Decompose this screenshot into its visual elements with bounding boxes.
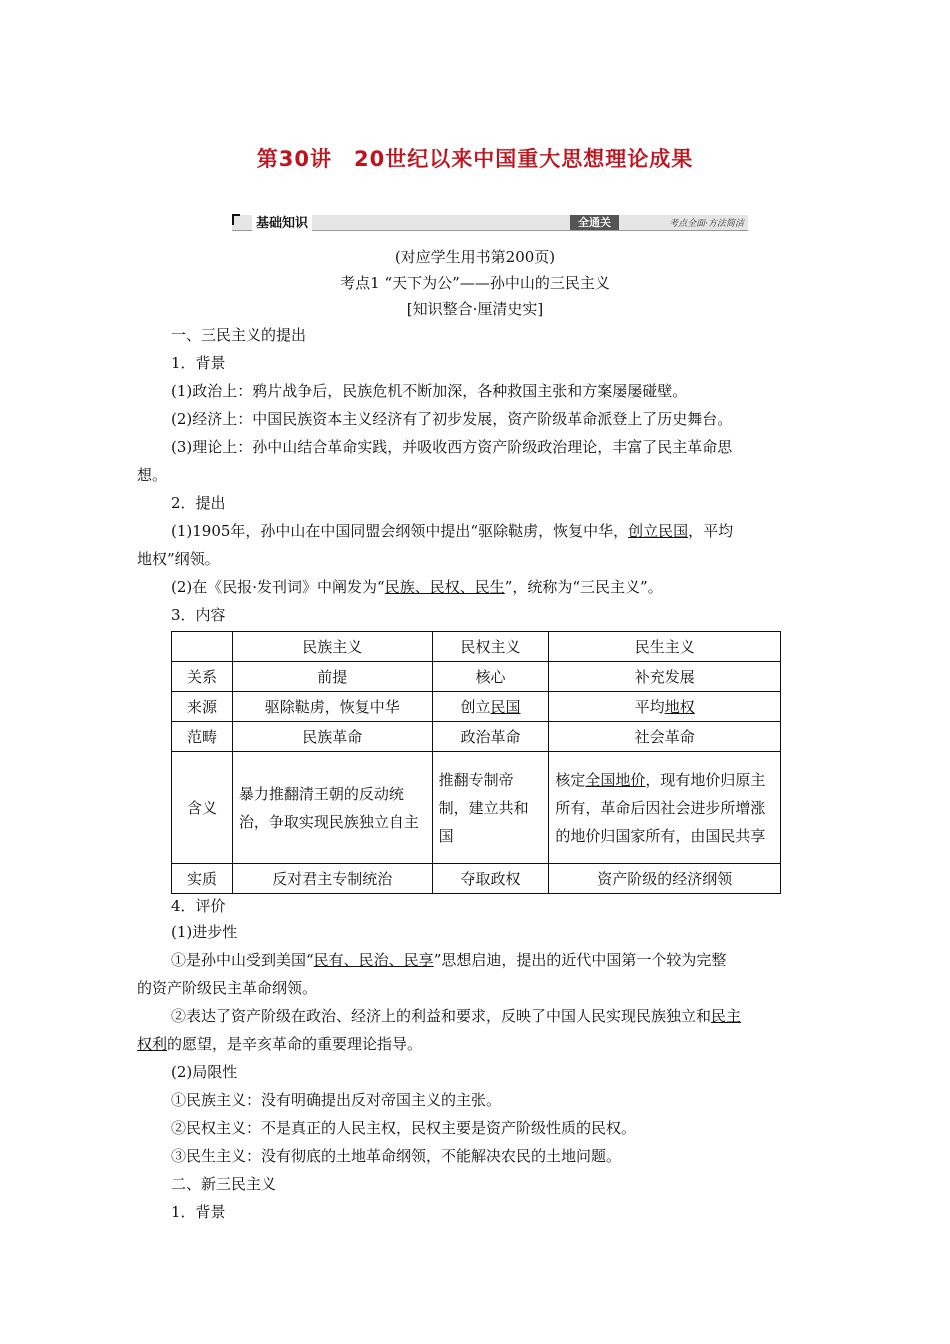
paragraph: (1)进步性 (171, 923, 238, 941)
text: (1)1905年，孙中山在中国同盟会纲领中提出“驱除鞑虏，恢复中华， (171, 522, 629, 540)
underlined-answer: 全国地价 (585, 770, 646, 789)
table-header: 民权主义 (432, 632, 549, 662)
subsection-heading: 2．提出 (171, 494, 226, 512)
underlined-answer: 地权 (664, 698, 695, 716)
underlined-answer: 民族、民权、民生 (384, 578, 505, 596)
underlined-answer: 民国 (490, 698, 521, 716)
page-reference: (对应学生用书第200页) (394, 248, 556, 266)
table-cell: 前提 (232, 662, 432, 692)
table-cell: 反对君主专制统治 (232, 864, 432, 894)
paragraph: (3)理论上：孙中山结合革命实践，并吸收西方资产阶级政治理论，丰富了民主革命思 (171, 438, 733, 456)
paragraph: ②民权主义：不是真正的人民主权，民权主要是资产阶级性质的民权。 (171, 1119, 637, 1137)
table-cell (172, 632, 233, 662)
text: ”，统称为“三民主义”。 (504, 578, 663, 596)
table-cell: 政治革命 (432, 722, 549, 752)
table-cell: 暴力推翻清王朝的反动统治，争取实现民族独立自主 (232, 752, 432, 864)
text: (2)在《民报·发刊词》中阐发为“ (171, 578, 385, 596)
row-label: 实质 (172, 864, 233, 894)
table-cell: 驱除鞑虏，恢复中华 (232, 692, 432, 722)
subsection-heading: 1．背景 (171, 1203, 226, 1221)
table-cell: 民族革命 (232, 722, 432, 752)
table-cell: 补充发展 (549, 662, 781, 692)
topic-heading: 考点1 “天下为公”——孙中山的三民主义 (340, 274, 610, 292)
sub-heading: [知识整合·厘清史实] (406, 300, 544, 318)
table-header: 民族主义 (232, 632, 432, 662)
row-label: 范畴 (172, 722, 233, 752)
section-banner (232, 214, 748, 231)
text: ①是孙中山受到美国“ (171, 951, 314, 969)
table-row (172, 752, 781, 864)
text: 平均 (634, 698, 665, 716)
banner-corner-icon (232, 214, 240, 225)
underlined-answer: 权利 (137, 1035, 168, 1053)
text: 创立 (460, 698, 491, 716)
table-row (172, 662, 781, 692)
banner-label: 基础知识 (252, 212, 312, 231)
paragraph: (2)经济上：中国民族资本主义经济有了初步发展，资产阶级革命派登上了历史舞台。 (171, 410, 733, 428)
table-cell (432, 692, 549, 722)
subsection-heading: 1．背景 (171, 354, 226, 372)
table-cell: 核心 (432, 662, 549, 692)
paragraph (171, 517, 733, 545)
table-row (172, 692, 781, 722)
paragraph: 的资产阶级民主革命纲领。 (137, 979, 318, 997)
row-label: 含义 (172, 752, 233, 864)
paragraph: (2)局限性 (171, 1063, 238, 1081)
table-cell: 社会革命 (549, 722, 781, 752)
underlined-answer: 民主 (711, 1007, 742, 1025)
text: 核定 (555, 770, 586, 789)
text: 的愿望，是辛亥革命的重要理论指导。 (167, 1035, 423, 1053)
table-row (172, 864, 781, 894)
underlined-answer: 民有、民治、民享 (313, 951, 434, 969)
table-header-row (172, 632, 781, 662)
text: ”思想启迪，提出的近代中国第一个较为完整 (433, 951, 727, 969)
paragraph: ③民生主义：没有彻底的土地革命纲领，不能解决农民的土地问题。 (171, 1147, 622, 1165)
table-row (172, 722, 781, 752)
section-heading: 二、新三民主义 (171, 1175, 277, 1193)
table-header: 民生主义 (549, 632, 781, 662)
table-cell (549, 752, 781, 864)
text: ，现有地价归原主所有，革命后因社会进步所增涨的地价归国家所有，由国民共享 (555, 770, 766, 845)
paragraph: 地权”纲领。 (137, 550, 220, 568)
text: ，平均 (688, 522, 734, 540)
table-cell: 资产阶级的经济纲领 (549, 864, 781, 894)
banner-tag: 全通关 (570, 215, 619, 230)
row-label: 关系 (172, 662, 233, 692)
table-cell: 夺取政权 (432, 864, 549, 894)
row-label: 来源 (172, 692, 233, 722)
paragraph: 想。 (137, 466, 168, 484)
paragraph (137, 1030, 422, 1058)
page-title: 第30讲 20世纪以来中国重大思想理论成果 (256, 147, 694, 171)
text: ②表达了资产阶级在政治、经济上的利益和要求，反映了中国人民实现民族独立和 (171, 1007, 712, 1025)
paragraph: ①民族主义：没有明确提出反对帝国主义的主张。 (171, 1091, 502, 1109)
content-table (171, 631, 781, 894)
banner-slogan: 考点全面·方法简洁 (669, 219, 744, 229)
section-heading: 一、三民主义的提出 (171, 326, 307, 344)
paragraph (171, 573, 663, 601)
paragraph (171, 946, 726, 974)
subsection-heading: 4．评价 (171, 897, 226, 915)
table-cell: 推翻专制帝制，建立共和国 (432, 752, 549, 864)
paragraph (171, 1002, 741, 1030)
underlined-answer: 创立民国 (628, 522, 689, 540)
table-cell (549, 692, 781, 722)
paragraph: (1)政治上：鸦片战争后，民族危机不断加深，各种救国主张和方案屡屡碰壁。 (171, 382, 688, 400)
subsection-heading: 3．内容 (171, 606, 226, 624)
